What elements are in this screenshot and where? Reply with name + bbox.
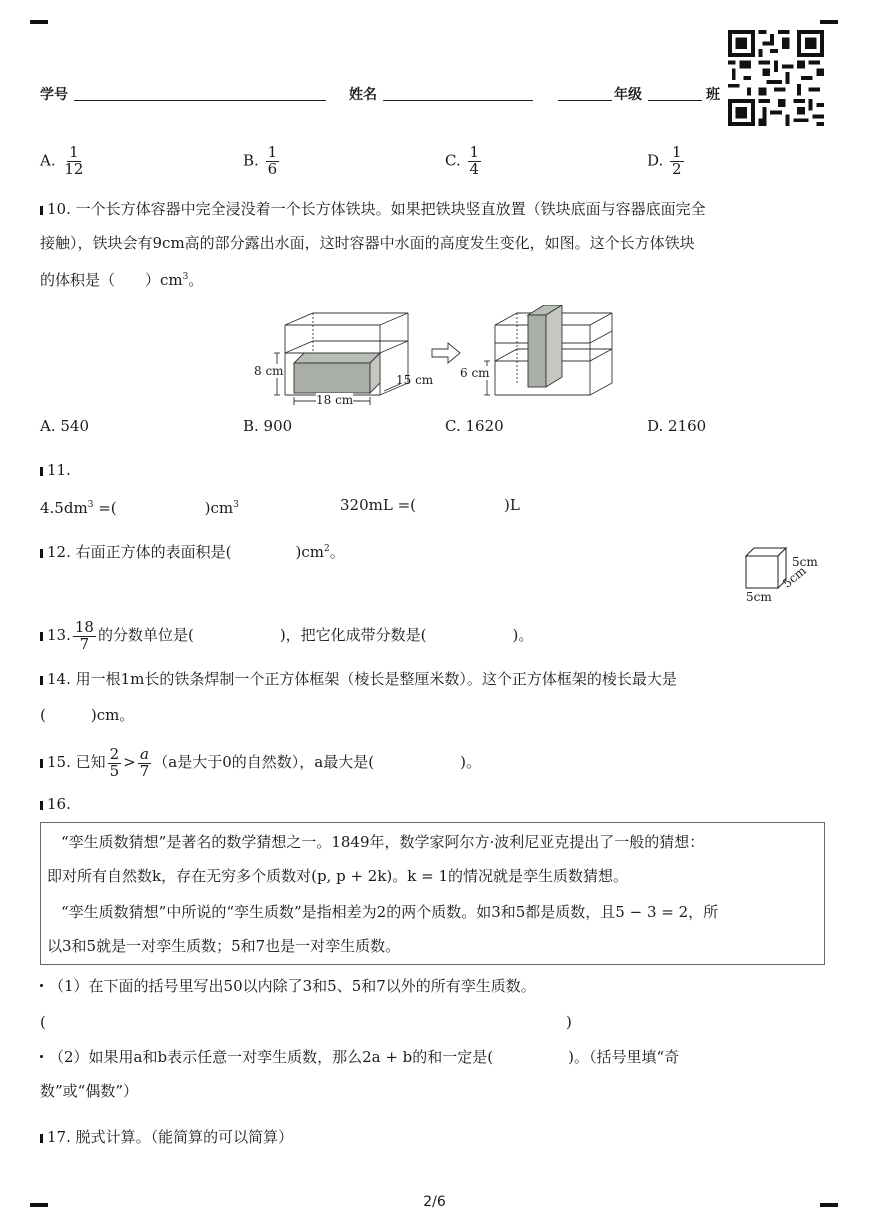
q10-container-figure	[250, 305, 630, 410]
question-marker	[40, 676, 43, 685]
numerator: 1	[69, 143, 79, 161]
q13-label: 13.	[47, 626, 71, 644]
q10-line-2: 接触），铁块会有9cm高的部分露出水面，这时容器中水面的高度发生变化，如图。这个长方体铁块	[40, 234, 695, 252]
q16-box-line-1: “孪生质数猜想”是著名的数学猜想之一。1849年，数学家阿尔方·波利尼亚克提出了一般的猜想：	[61, 833, 705, 851]
q11-text: 320mL =(	[340, 496, 417, 514]
question-marker	[40, 1134, 43, 1143]
fraction	[138, 744, 152, 780]
option-letter: A.	[40, 151, 56, 170]
q13-text: )，把它化成带分数是(	[279, 626, 427, 644]
q12-text: 。	[329, 543, 345, 561]
q12-text: 12. 右面正方体的表面积是(	[47, 543, 232, 561]
numerator: 1	[469, 143, 480, 161]
qr-code	[728, 30, 824, 126]
question-marker	[40, 467, 43, 476]
q11-text: =(	[93, 499, 117, 517]
q17-line	[40, 1126, 829, 1148]
exponent: 3	[87, 500, 94, 510]
q9-option-c[interactable]	[445, 145, 483, 178]
q14-text: 14. 用一根1m长的铁条焊制一个正方体框架（棱长是整厘米数）。这个正方体框架的棱长最大是	[47, 670, 677, 688]
question-marker	[40, 759, 43, 768]
q11-text: )L	[504, 496, 520, 514]
denominator: 2	[672, 159, 682, 178]
q10-line-3	[40, 266, 829, 291]
q12-text: )cm	[295, 543, 324, 561]
sub-question-marker	[40, 1055, 43, 1058]
q10-text: 10. 一个长方体容器中完全浸没着一个长方体铁块。如果把铁块竖直放置（铁块底面与容器底面完全	[47, 200, 706, 218]
numerator: 2	[109, 744, 120, 763]
q14-line-2: ( )cm。	[40, 706, 135, 724]
q16-sub1-open-paren: (	[40, 1013, 46, 1031]
greater-than-sign: >	[123, 753, 136, 771]
q11-label: 11.	[47, 461, 71, 479]
q13-line	[40, 615, 829, 655]
question-marker	[40, 549, 43, 558]
question-marker	[40, 632, 43, 641]
name-label: 姓名	[349, 87, 377, 103]
class-label: 班	[706, 87, 720, 103]
q9-option-a[interactable]	[40, 145, 87, 178]
denominator: 5	[109, 761, 120, 780]
figure-length-label: 18 cm	[316, 393, 354, 407]
page-number: 2/6	[423, 1194, 446, 1210]
fraction	[468, 145, 482, 178]
question-marker	[40, 206, 43, 215]
numerator: 18	[74, 617, 94, 636]
denominator: 7	[139, 761, 150, 780]
numerator: 1	[267, 143, 278, 161]
q16-label-line	[40, 793, 829, 815]
q15-text: )。	[460, 753, 481, 771]
q11-label-line	[40, 459, 829, 481]
figure-depth-label: 15 cm	[396, 373, 434, 387]
q9-option-b[interactable]	[243, 145, 281, 178]
q10-text: 的体积是（ ）cm	[40, 271, 183, 289]
numerator: a	[140, 744, 149, 763]
cube-label-right: 5cm	[792, 555, 818, 569]
student-id-label: 学号	[40, 87, 68, 103]
option-letter: D.	[647, 151, 664, 170]
q17-text: 17. 脱式计算。（能简算的可以简算）	[47, 1128, 294, 1146]
exponent: 3	[233, 500, 239, 510]
q15-line	[40, 742, 829, 782]
q13-text: )。	[512, 626, 534, 644]
fraction	[670, 145, 684, 178]
grade-field[interactable]	[558, 100, 612, 101]
denominator: 6	[267, 159, 278, 178]
q16-sub1-text: （1）在下面的括号里写出50以内除了3和5、5和7以外的所有孪生质数。	[49, 977, 536, 995]
q10-line-1	[40, 198, 829, 220]
denominator: 4	[469, 159, 480, 178]
q16-sub1-close-paren: )	[566, 1013, 572, 1031]
q15-label: 15. 已知	[47, 753, 106, 771]
fraction	[62, 145, 85, 178]
fraction	[108, 744, 122, 780]
denominator: 12	[64, 159, 84, 178]
student-id-field[interactable]	[74, 100, 326, 101]
q16-sub-2-line-2: 数”或“偶数”）	[40, 1082, 139, 1100]
q11-part-2	[340, 494, 520, 516]
option-letter: C.	[445, 151, 461, 170]
question-marker	[40, 801, 43, 810]
q16-box-line-2: 即对所有自然数k，存在无穷多个质数对(p, p + 2k)。k = 1的情况就是孪生质数猜想。	[47, 867, 629, 885]
q9-option-d[interactable]	[647, 145, 686, 178]
q16-box-line-4: 以3和5就是一对孪生质数；5和7也是一对孪生质数。	[47, 937, 401, 955]
cube-label-depth: 5cm	[780, 563, 809, 591]
q10-option-d[interactable]: D. 2160	[647, 417, 707, 435]
q15-text: （a是大于0的自然数），a最大是(	[153, 753, 375, 771]
q14-line-1	[40, 668, 829, 690]
q16-label: 16.	[47, 795, 71, 813]
cube-label-bottom: 5cm	[746, 590, 772, 604]
fraction	[266, 145, 280, 178]
q16-sub2-text: （2）如果用a和b表示任意一对孪生质数，那么2a + b的和一定是( )。（括号里填“奇	[49, 1048, 680, 1066]
option-letter: B.	[243, 151, 259, 170]
corner-mark-top-left	[30, 20, 48, 24]
sub-question-marker	[40, 984, 43, 987]
exponent: 2	[323, 544, 330, 554]
figure-height-right-label: 6 cm	[460, 366, 490, 380]
q16-sub1-answer-area[interactable]	[52, 1011, 562, 1033]
q11-text: 4.5dm	[40, 499, 88, 517]
name-field[interactable]	[383, 100, 533, 101]
class-field[interactable]	[648, 100, 702, 101]
denominator: 7	[79, 634, 90, 653]
q16-sub-2-line-1	[40, 1046, 829, 1068]
q10-option-b[interactable]: B. 900	[243, 417, 293, 435]
q10-text: 。	[188, 271, 204, 289]
q16-sub-1	[40, 975, 829, 997]
q10-option-c[interactable]: C. 1620	[445, 417, 504, 435]
fraction	[73, 617, 96, 653]
corner-mark-top-right	[820, 20, 838, 24]
figure-height-left-label: 8 cm	[254, 364, 284, 378]
grade-label: 年级	[614, 87, 642, 103]
q12-line	[40, 538, 829, 563]
q10-option-a[interactable]: A. 540	[40, 417, 89, 435]
q16-box-line-3: “孪生质数猜想”中所说的“孪生质数”是指相差为2的两个质数。如3和5都是质数，且5 − 3 = 2，所	[61, 903, 719, 921]
q13-text: 的分数单位是(	[97, 626, 194, 644]
exponent: 3	[182, 272, 189, 282]
q11-text: )cm	[204, 499, 234, 517]
numerator: 1	[672, 143, 682, 161]
